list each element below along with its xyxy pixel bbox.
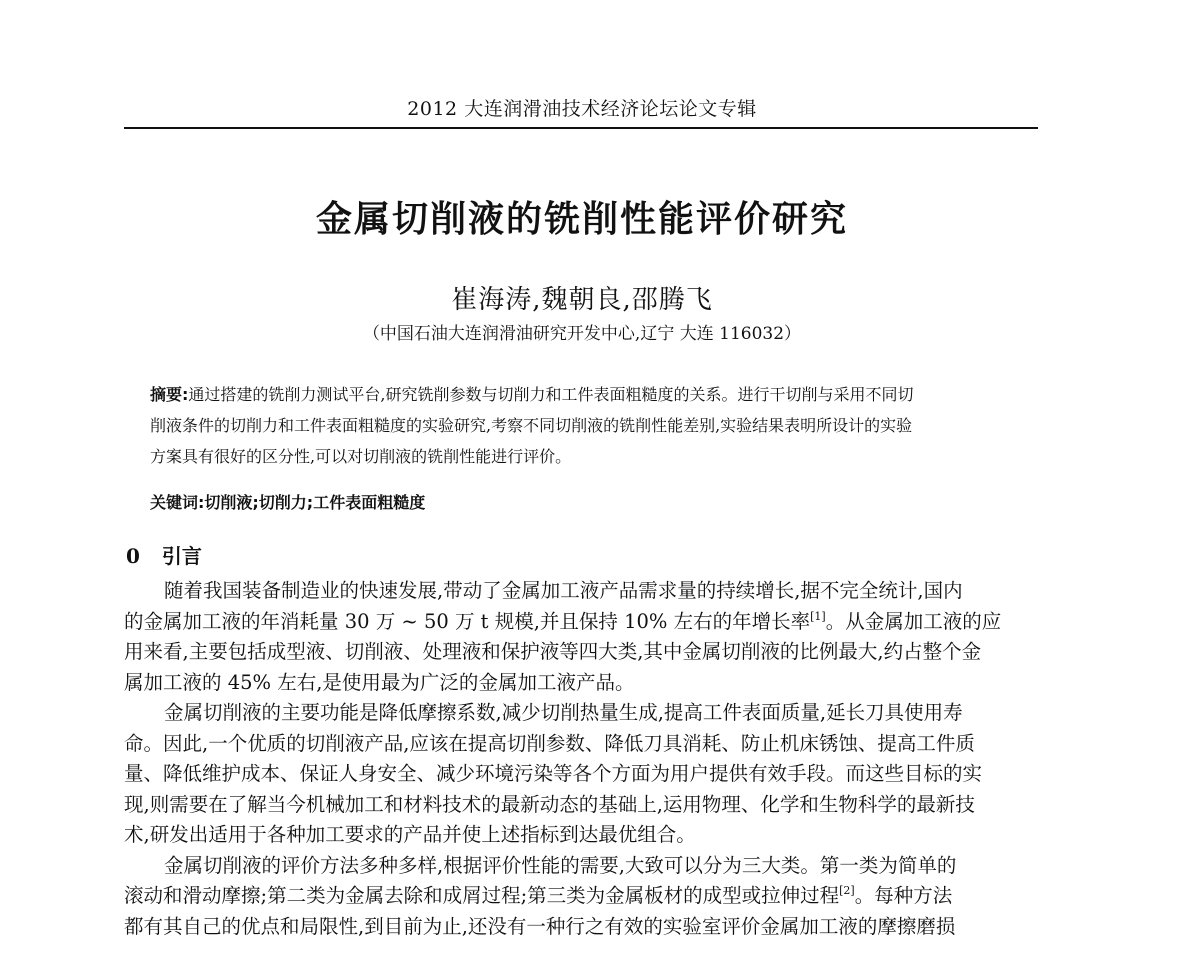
paragraph-text: 。每种方法 — [854, 884, 953, 907]
affiliation: （中国石油大连润滑油研究开发中心,辽宁 大连 116032） — [362, 324, 802, 344]
authors: 崔海涛,魏朝良,邵腾飞 — [451, 285, 713, 315]
citation-ref: [2] — [839, 884, 855, 897]
paragraph-line: 金属切削液的主要功能是降低摩擦系数,减少切削热量生成,提高工件表面质量,延长刀具使用寿 — [164, 701, 963, 724]
abstract-line — [150, 379, 1020, 410]
abstract-line: 削液条件的切削力和工件表面粗糙度的实验研究,考察不同切削液的铣削性能差别,实验结果表明所设计的实验 — [150, 416, 913, 435]
section-number: 0 — [126, 544, 140, 568]
running-header: 2012 大连润滑油技术经济论坛论文专辑 — [407, 98, 757, 120]
paragraph-text: 的金属加工液的年消耗量 30 万 ~ 50 万 t 规模,并且保持 10% 左右的年增长率 — [124, 609, 811, 633]
citation-ref: [1] — [810, 609, 826, 623]
section-name: 引言 — [161, 544, 202, 568]
paragraph-line: 术,研发出适用于各种加工要求的产品并使上述指标到达最优组合。 — [124, 823, 696, 846]
paper-title: 金属切削液的铣削性能评价研究 — [315, 199, 848, 240]
paragraph-line: 命。因此,一个优质的切削液产品,应该在提高切削参数、降低刀具消耗、防止机床锈蚀、提高工件质 — [124, 731, 975, 755]
paragraph-text: 。从金属加工液的应 — [825, 609, 1002, 633]
section-heading — [126, 541, 202, 571]
paragraph-line: 金属切削液的评价方法多种多样,根据评价性能的需要,大致可以分为三大类。第一类为简单的 — [164, 853, 957, 877]
body-text — [124, 576, 1038, 942]
abstract-label: 摘要: — [150, 385, 189, 404]
paragraph-line: 用来看,主要包括成型液、切削液、处理液和保护液等四大类,其中金属切削液的比例最大,约占整个金 — [124, 640, 982, 663]
keywords-text: 切削液;切削力;工件表面粗糙度 — [204, 493, 426, 512]
header-rule — [124, 127, 1038, 129]
paragraph-line: 随着我国装备制造业的快速发展,带动了金属加工液产品需求量的持续增长,据不完全统计,国内 — [164, 579, 963, 602]
paragraph-line — [124, 607, 1038, 638]
abstract-line: 方案具有很好的区分性,可以对切削液的铣削性能进行评价。 — [150, 447, 572, 466]
abstract — [150, 379, 1020, 472]
paragraph-line: 现,则需要在了解当今机械加工和材料技术的最新动态的基础上,运用物理、化学和生物科学的最新技 — [124, 792, 975, 816]
paragraph-line — [124, 881, 1038, 912]
keywords-label: 关键词: — [150, 493, 205, 512]
paragraph-line: 都有其自己的优点和局限性,到目前为止,还没有一种行之有效的实验室评价金属加工液的摩擦磨损 — [124, 914, 956, 938]
paragraph-line: 量、降低维护成本、保证人身安全、减少环境污染等各个方面为用户提供有效手段。而这些目标的实 — [124, 762, 983, 785]
keywords — [150, 490, 1020, 516]
abstract-text: 通过搭建的铣削力测试平台,研究铣削参数与切削力和工件表面粗糙度的关系。进行干切削与采用不同切 — [188, 385, 914, 404]
paragraph-line: 属加工液的 45% 左右,是使用最为广泛的金属加工液产品。 — [124, 670, 635, 694]
paragraph-text: 滚动和滑动摩擦;第二类为金属去除和成屑过程;第三类为金属板材的成型或拉伸过程 — [124, 884, 840, 907]
